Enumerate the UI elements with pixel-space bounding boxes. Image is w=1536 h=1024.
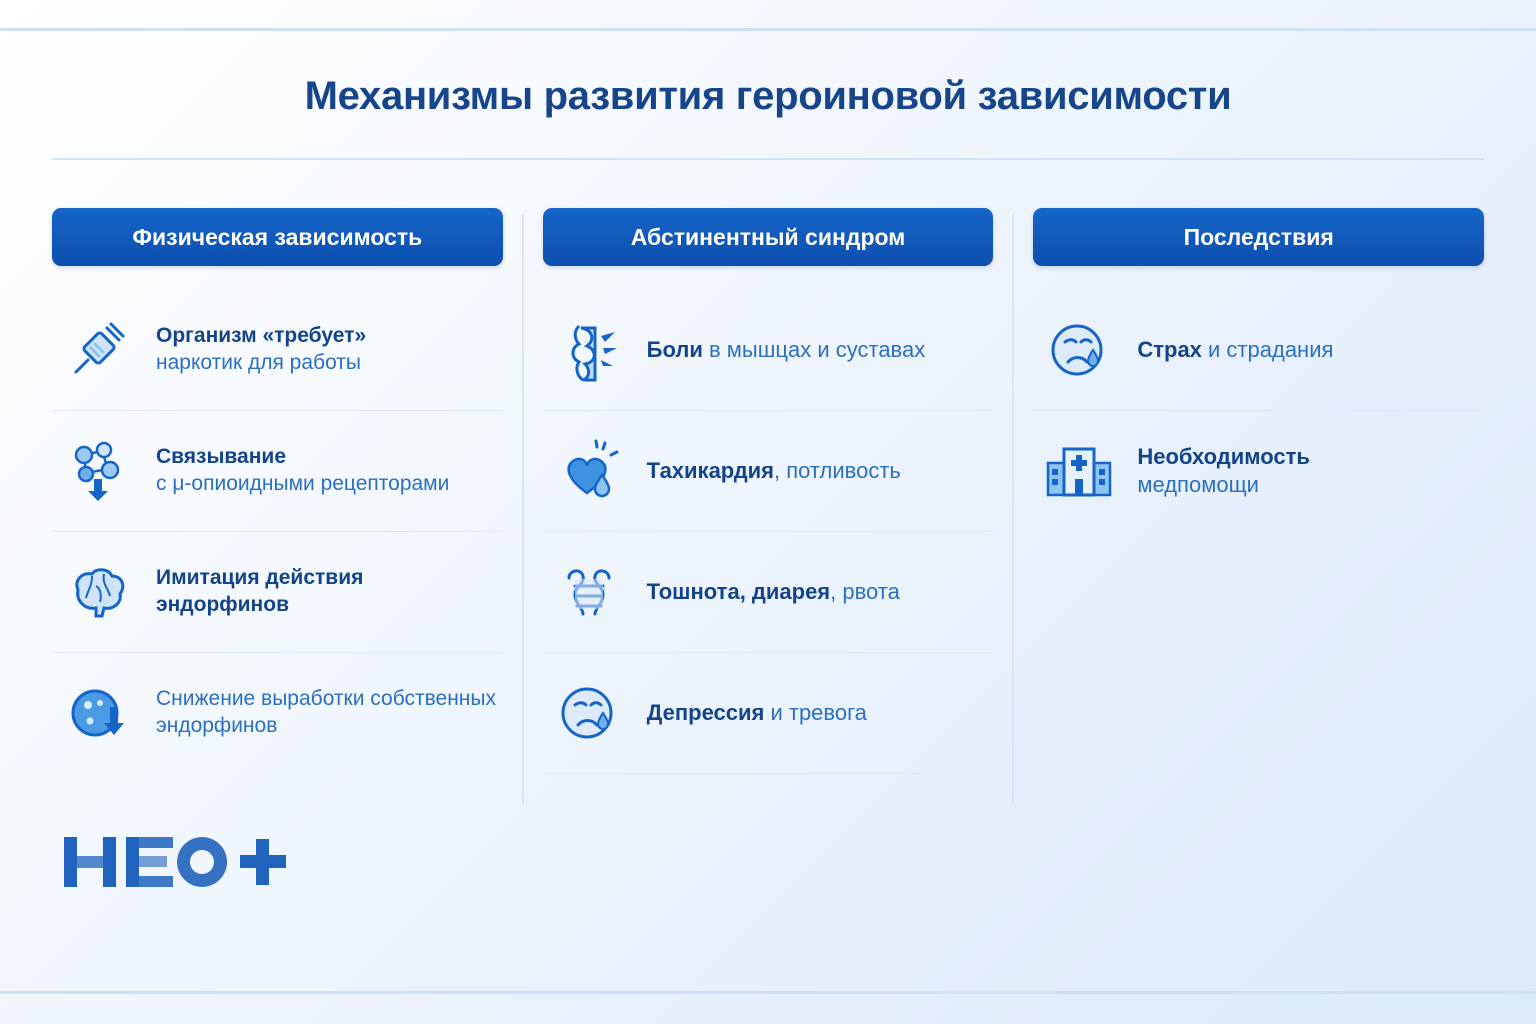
column-header-consequences: Последствия [1033, 208, 1484, 266]
list-item [52, 532, 503, 653]
list-item-rest: медпомощи [1137, 472, 1259, 497]
list-item-strong: Имитация действия эндорфинов [156, 566, 364, 616]
list-item [52, 290, 503, 411]
brand-logo [62, 832, 292, 892]
list-item-rest: , рвота [830, 578, 900, 604]
list-item-strong: Боли [646, 336, 703, 362]
list-item-strong: Тахикардия [646, 457, 775, 483]
column-withdrawal-syndrome [543, 208, 994, 774]
brain-icon [56, 550, 140, 634]
list-item-rest: и тревога [764, 699, 867, 725]
joint-pain-icon [547, 308, 631, 392]
list-item-text [647, 457, 901, 485]
list-item-rest: и страдания [1201, 336, 1334, 362]
items-withdrawal [543, 290, 994, 774]
list-item-text [156, 686, 499, 740]
intestine-icon [547, 550, 631, 634]
list-item-text [647, 336, 926, 364]
list-item-strong: Страх [1137, 336, 1202, 362]
column-consequences [1033, 208, 1484, 774]
sad-face-icon [547, 671, 631, 755]
heart-sweat-icon [547, 429, 631, 513]
columns-container [52, 208, 1484, 774]
list-item-rest: Снижение выработки собственных эндорфинов [156, 687, 496, 737]
list-item-text [156, 323, 366, 377]
list-item-text [1137, 443, 1310, 499]
list-item [52, 653, 503, 773]
list-item-text [156, 565, 499, 619]
list-item [543, 411, 994, 532]
title-divider [52, 158, 1484, 160]
list-item [543, 532, 994, 653]
items-consequences [1033, 290, 1484, 531]
list-item-rest: , потливость [774, 457, 901, 483]
list-item-rest: наркотик для работы [156, 351, 361, 374]
list-item-rest: в мышцах и суставах [709, 336, 926, 362]
list-item-strong: Организм «требует» [156, 324, 367, 348]
page-title: Механизмы развития героиновой зависимости [304, 74, 1232, 118]
column-physical-dependence [52, 208, 503, 774]
list-item [1033, 411, 1484, 531]
list-item-strong: Депрессия [646, 699, 765, 725]
bottom-divider [0, 991, 1536, 994]
list-item [1033, 290, 1484, 411]
hospital-icon [1037, 429, 1121, 513]
endorphin-decrease-icon [56, 671, 140, 755]
list-item-text [156, 444, 449, 498]
list-item [52, 411, 503, 532]
list-item-strong: Тошнота, диарея [646, 578, 831, 604]
list-item [543, 653, 994, 774]
column-header-physical: Физическая зависимость [52, 208, 503, 266]
crying-face-icon [1037, 308, 1121, 392]
column-header-withdrawal: Абстинентный синдром [543, 208, 994, 266]
list-item-strong: Связывание [156, 445, 287, 469]
list-item-text [647, 699, 867, 727]
syringe-icon [56, 308, 140, 392]
list-item [543, 290, 994, 411]
top-divider [0, 28, 1536, 31]
list-item-text [647, 578, 900, 606]
items-physical [52, 290, 503, 773]
molecule-receptor-icon [56, 429, 140, 513]
list-item-text [1137, 336, 1333, 364]
list-item-rest: с μ-опиоидными рецепторами [156, 472, 450, 495]
list-item-strong: Необходимость [1137, 443, 1310, 469]
